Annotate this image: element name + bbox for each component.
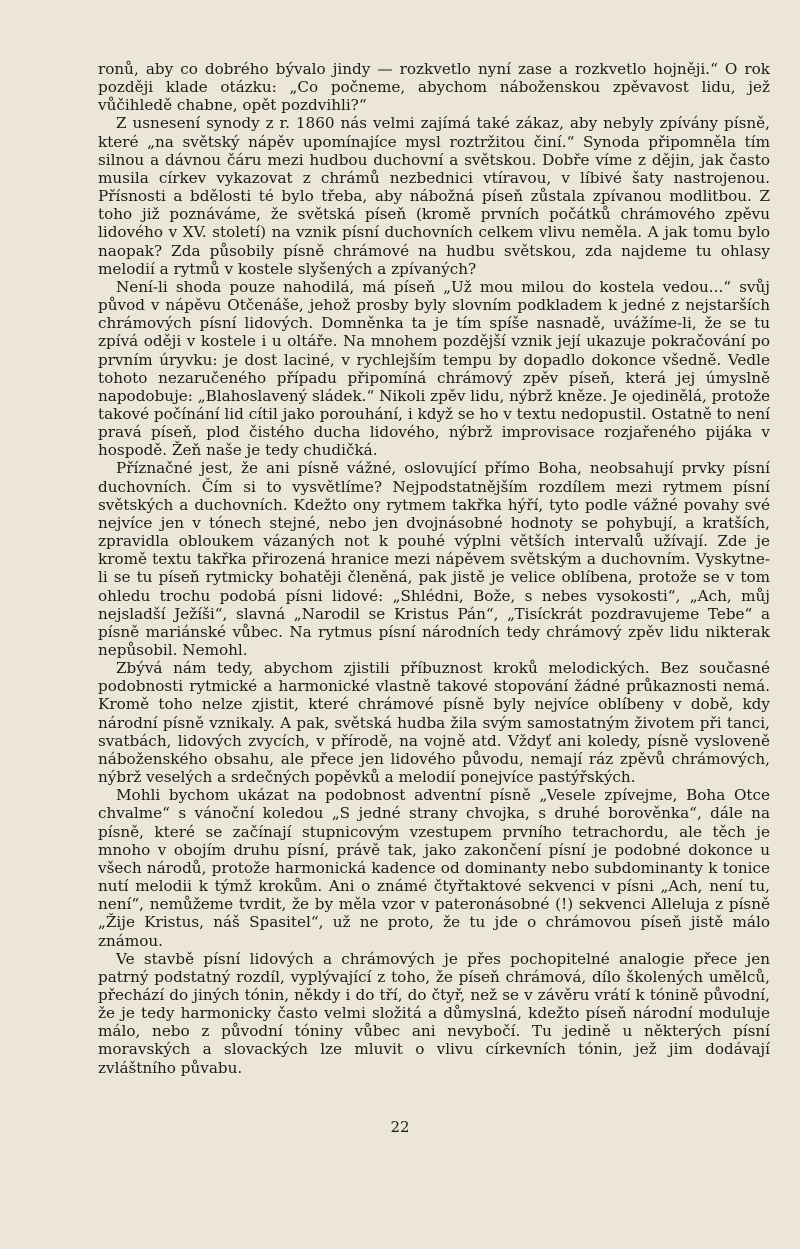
paragraph-6: Mohli bychom ukázat na podobnost adventní písně „Vesele zpívejme, Boha Otce chvalme“ s vánoční koledou „S jedné strany chvojka, s druhé borověnka“, dále na písně, které se začínají stupnicovým vzestupem prvního tetrachordu, ale těch je mnoho v obojím druhu písní, právě tak, jako zakončení písní je podobné dokonce u všech národů, protože harmonická kadence od dominanty nebo subdominanty k tonice nutí melodii k týmž krokům. Ani o známé čtyřtaktové sekvenci v písni „Ach, není tu, není“, nemůžeme tvrdit, že by měla vzor v pateronásobné (!) sekvenci Alleluja z písně „Žije Kristus, náš Spasitel“, už ne proto, že tu jde o chrámovou píseň jistě málo známou. <box>98 786 770 950</box>
paragraph-1: ronů, aby co dobrého bývalo jindy — rozkvetlo nyní zase a rozkvetlo hojněji.“ O rok později klade otázku: „Co počneme, abychom náboženskou zpěvavost lidu, jež vůčihledě chabne, opět pozdvihli?“ <box>98 60 770 115</box>
paragraph-4: Příznačné jest, že ani písně vážné, oslovující přímo Boha, neobsahují prvky písní duchovních. Čím si to vysvětlíme? Nejpodstatnějším rozdílem mezi rytmem písní světských a duchovních. Kdežto ony rytmem takřka hýří, tyto podle vážné povahy své nejvíce jen v tónech stejné, nebo jen dvojnásobné hodnoty se pohybují, a kratších, zpravidla obloukem vázaných not k pouhé výplni větších intervalů užívají. Zde je kromě textu takřka přirozená hranice mezi nápěvem světským a duchovním. Vyskytne-li se tu píseň rytmicky bohatěji členěná, pak jistě je velice oblíbena, protože se v tom ohledu trochu podobá písni lidové: „Shlédni, Bože, s nebes vysokosti“, „Ach, můj nejsladší Ježíši“, slavná „Narodil se Kristus Pán“, „Tisíckrát pozdravujeme Tebe“ a písně mariánské vůbec. Na rytmus písní národních tedy chrámový zpěv lidu nikterak nepůsobil. Nemohl. <box>98 459 770 659</box>
paragraph-3: Není-li shoda pouze nahodilá, má píseň „Už mou milou do kostela vedou...“ svůj původ v nápěvu Otčenáše, jehož prosby byly slovním podkladem k jedné z nejstarších chrámových písní lidových. Domněnka ta je tím spíše nasnadě, uvážíme-li, že se tu zpívá oději v kostele i u oltáře. Na mnohem pozdější vznik její ukazuje pokračování po prvním úryvku: je dost laciné, v rychlejším tempu by dopadlo dokonce všedně. Vedle tohoto nezaručeného případu připomíná chrámový zpěv píseň, která jej úmyslně napodobuje: „Blahoslavený sládek.“ Nikoli zpěv lidu, nýbrž kněze. Je ojedinělá, protože takové počínání lid cítil jako porouhání, i když se ho v textu nedopustil. Ostatně to není pravá píseň, plod čistého ducha lidového, nýbrž improvisace rozjařeného pijáka v hospodě. Žeň naše je tedy chudičká. <box>98 277 770 460</box>
paragraph-2: Z usnesení synody z r. 1860 nás velmi zajímá také zákaz, aby nebyly zpívány písně, které „na světský nápěv upomínajíce mysl roztržitou činí.“ Synoda připomněla tím silnou a dávnou čáru mezi hudbou duchovní a světskou. Dobře víme z dějin, jak často musila církev vykazovat z chrámů nezbednici vtíravou, v líbivé šaty nastrojenou. Přísnosti a bdělosti té bylo třeba, aby nábožná píseň zůstala zpívanou modlitbou. Z toho již poznáváme, že světská píseň (kromě prvních počátků chrámového zpěvu lidového v XV. století) na vznik písní duchovních celkem vlivu neměla. A jak tomu bylo naopak? Zda působily písně chrámové na hudbu světskou, zda najdeme tu ohlasy melodií a rytmů v kostele slyšených a zpívaných? <box>98 114 770 278</box>
paragraph-5: Zbývá nám tedy, abychom zjistili příbuznost kroků melodických. Bez současné podobnosti rytmické a harmonické vlastně takové stopování žádné průkaznosti nemá. Kromě toho nelze zjistit, které chrámové písně byly nejvíce oblíbeny v době, kdy národní písně vznikaly. A pak, světská hudba žila svým samostatným životem při tanci, svatbách, lidových zvycích, v přírodě, na vojně atd. Vždyť ani koledy, písně vysloveně náboženského obsahu, ale přece jen lidového původu, nemají ráz zpěvů chrámových, nýbrž veselých a srdečných popěvků a melodií ponejvíce pastýřských. <box>98 659 770 787</box>
paragraph-7: Ve stavbě písní lidových a chrámových je přes pochopitelné analogie přece jen patrný podstatný rozdíl, vyplývající z toho, že píseň chrámová, dílo školených umělců, přechází do jiných tónin, někdy i do tří, do čtyř, než se v závěru vrátí k tónině původní, že je tedy harmonicky často velmi složitá a důmyslná, kdežto píseň národní moduluje málo, nebo z původní tóniny vůbec ani nevybočí. Tu jedině u některých písní moravských a slovackých lze mluvit o vlivu církevních tónin, jež jim dodávají zvláštního půvabu. <box>98 949 770 1077</box>
page-number: 22 <box>390 1118 410 1136</box>
page-body <box>98 60 770 1077</box>
